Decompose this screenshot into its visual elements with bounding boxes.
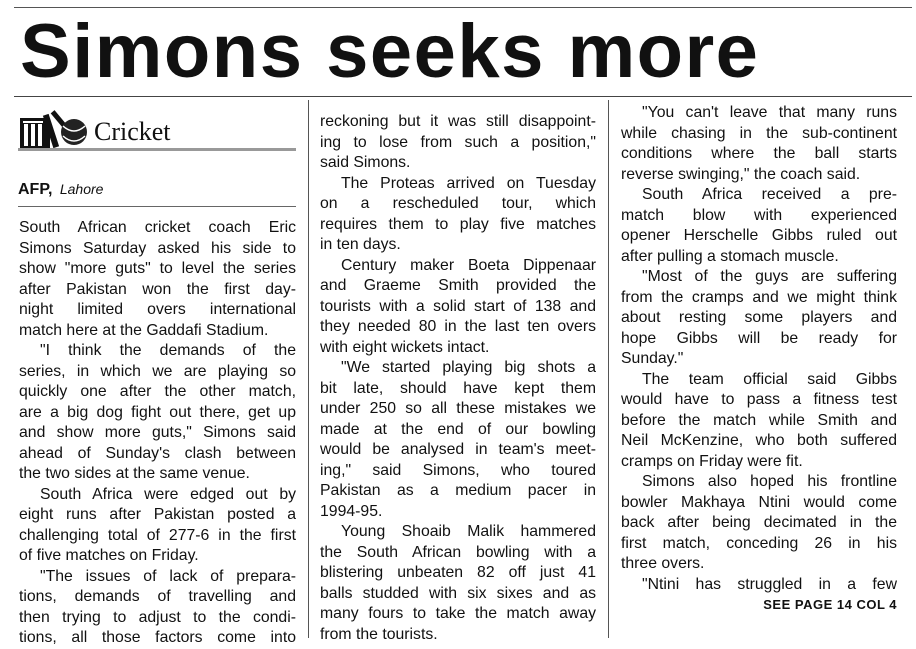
article-line: The team official said Gibbs [642,370,897,388]
article-line: "Most of the guys are suffering [642,268,897,285]
article-line: South Africa were edged out by [40,485,296,503]
article-column-1 [19,218,296,649]
byline-dateline: Lahore [59,181,104,197]
continuation-note: SEE PAGE 14 COL 4 [763,597,897,612]
article-line: tions, all those factors come into [19,629,296,646]
article-line: they needed 80 in the last ten overs [320,318,596,335]
article-line: match blow with experienced [621,206,897,224]
cricket-stumps-ball-icon [18,110,90,150]
article-line: under 250 so all these mistakes we [320,400,596,417]
article-line: ing," said Simons, who toured [320,461,596,479]
section-label: Cricket [94,117,171,146]
article-line: blistering unbeaten 82 off just 41 [320,564,596,581]
article-line: then trying to adjust to the condi- [19,608,296,626]
headline: Simons seeks more [20,9,760,94]
article-line: balls studded with six sixes and as [320,584,596,602]
article-column-3 [621,103,897,616]
article-line: Century maker Boeta Dippenaar [341,256,596,274]
article-line: after Pakistan won the first day- [19,280,296,298]
article-line: the two sides at the same venue. [19,465,250,482]
article-line: night limited overs international [19,301,296,318]
section-rule [18,148,296,151]
article-column-2 [320,112,596,645]
article-line: while chasing in the sub-continent [621,124,897,142]
article-line: many fours to take the match away [320,605,596,622]
article-line: reckoning but it was still disappoint- [320,113,596,130]
article-line: "Ntini has struggled in a few [642,575,897,593]
article-line: "I think the demands of the [40,342,296,359]
article-line: with eight wickets intact. [320,338,490,356]
article-line: of five matches on Friday. [19,547,199,564]
article-line: made at the end of our bowling [320,420,596,438]
article-line: hope Gibbs will be ready for [621,329,897,347]
article-line: challenging total of 277-6 in the first [19,526,296,544]
article-line: Pakistan as a medium pacer in [320,482,596,499]
article-line: cramps on Friday were fit. [621,452,803,470]
byline-rule [18,206,296,207]
article-line: tions, demands of travelling and [19,588,296,605]
article-line: ahead of Sunday's clash between [19,444,296,462]
article-line: "You can't leave that many runs [642,104,897,121]
article-line: from the cramps and we might think [621,288,897,306]
article-line: Simons Saturday asked his side to [19,239,296,257]
article-line: said Simons. [320,154,411,171]
article-line: Simons also hoped his frontline [642,473,897,490]
article-line: are a big dog fight out there, get up [19,403,296,421]
article-line: match here at the Gaddafi Stadium. [19,321,269,339]
column-divider [608,100,609,638]
article-line: reverse swinging," the coach said. [621,165,861,183]
article-line: "We started playing big shots a [341,359,596,376]
article-line: on a rescheduled tour, which [320,195,596,212]
article-line: the South African bowling with a [320,543,596,561]
article-line: and show more guts," Simons said [19,424,296,441]
article-line: would have to pass a fitness test [621,391,897,408]
article-line: quickly one after the other match, [19,383,296,400]
article-line: eight runs after Pakistan posted a [19,506,296,523]
article-line: Neil McKenzine, who both suffered [621,432,897,449]
article-line: in ten days. [320,236,401,253]
article-line: "The issues of lack of prepara- [40,567,296,585]
article-line: Sunday." [621,350,684,367]
article-line: bowler Makhaya Ntini would come [621,493,897,511]
article-line: conditions where the ball starts [621,145,897,162]
article-line: back after being decimated in the [621,514,897,531]
article-line: series, in which we are playing so [19,362,296,380]
article-line: before the match while Smith and [621,411,897,429]
article-line: first match, conceding 26 in his [621,534,897,552]
article-line: after pulling a stomach muscle. [621,247,839,265]
article-line: The Proteas arrived on Tuesday [341,174,596,192]
byline [18,180,103,199]
article-line: ing to lose from such a position," [320,133,596,151]
article-line: Young Shoaib Malik hammered [341,523,596,540]
article-line: three overs. [621,555,705,572]
article-line: bit late, should have kept them [320,379,596,397]
headline-rule [14,96,912,97]
article-line: opener Herschelle Gibbs ruled out [621,227,897,244]
article-line: and Graeme Smith provided the [320,277,596,294]
article-line: requires them to play five matches [320,215,596,233]
byline-agency: AFP, [18,181,53,198]
article-line: South African cricket coach Eric [19,219,296,236]
article-line: tourists with a solid start of 138 and [320,297,596,315]
article-line: 1994-95. [320,502,383,520]
article-line: show "more guts" to level the series [19,260,296,277]
article-line: from the tourists. [320,625,438,643]
section-tag [18,110,296,154]
article-line: South Africa received a pre- [642,186,897,203]
article-line: about resting some players and [621,309,897,326]
column-divider [308,100,309,638]
article-line: would be analysed in team's meet- [320,441,596,458]
